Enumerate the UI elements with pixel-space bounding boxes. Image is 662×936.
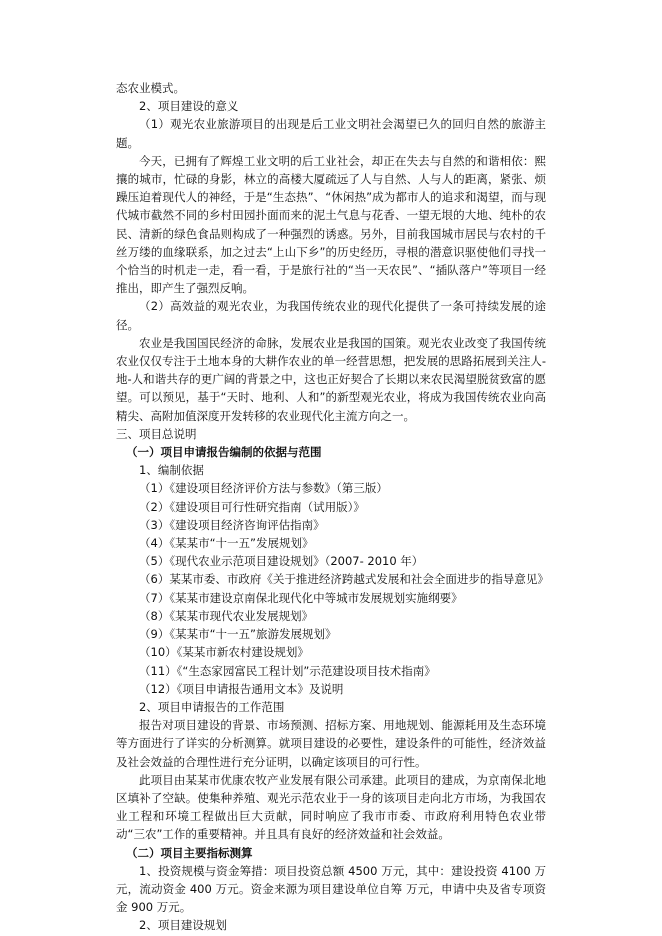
subheading-work-scope: 2、项目申请报告的工作范围 [139, 699, 285, 714]
heading-basis-and-scope: （一）项目申请报告编制的依据与范围 [126, 445, 322, 460]
reference-item: （1）《建设项目经济评价方法与参数》（第三版） [139, 481, 388, 496]
paragraph-contractor: 此项目由某某市优康农牧产业发展有限公司承建。此项目的建成，为京南保北地区填补了空缺。使集种养殖、观光示范农业于一身的该项目走向北方市场，为我国农业工程和环境工程做出巨大贡献，同时响应了我市市委、市政府利用特色农业带动“三农”工作的重要精神。并且具有良好的经济效益和社会效益。 [116, 772, 546, 842]
document-body [116, 79, 549, 935]
reference-item: （3）《建设项目经济咨询评估指南》 [139, 517, 325, 532]
paragraph-report-scope: 报告对项目建设的背景、市场预测、招标方案、用地规划、能源耗用及生态环境等方面进行了详实的分析测算。就项目建设的必要性，建设条件的可能性，经济效益及社会效益的合理性进行充分证明，以确定该项目的可行性。 [116, 718, 546, 769]
paragraph-continuation: 态农业模式。 [116, 81, 185, 95]
subsection-heading-significance: 2、项目建设的意义 [139, 99, 239, 114]
paragraph-point-2: （2）高效益的观光农业，为我国传统农业的现代化提供了一条可持续发展的途径。 [116, 299, 546, 332]
section-heading-overview: 三、项目总说明 [116, 426, 197, 441]
reference-item: （2）《建设项目可行性研究指南（试用版）》 [139, 499, 365, 514]
reference-item: （7）《某某市建设京南保北现代化中等城市发展规划实施纲要》 [139, 590, 463, 605]
paragraph-today: 今天，已拥有了辉煌工业文明的后工业社会，却正在失去与自然的和谐相依：熙攘的城市，忙碌的身影，林立的高楼大厦疏远了人与自然、人与人的距离，紧张、烦躁压迫着现代人的神经，于是“生态热”、“休闲热”成为都市人的追求和渴望，而与现代城市截然不同的乡村田园扑面而来的泥土气息与花香、一望无垠的大地、纯朴的农民、清新的绿色食品则构成了一种强烈的诱惑。另外，目前我国城市居民与农村的千丝万缕的血缘联系，加之过去“上山下乡”的历史经历，寻根的潜意识驱使他们寻找一个恰当的时机走一走，看一看，于是旅行社的“当一天农民”、“插队落户”等项目一经推出，即产生了强烈反响。 [116, 153, 546, 296]
reference-item: （9）《某某市“十一五”旅游发展规划》 [139, 627, 337, 642]
reference-list [116, 479, 549, 697]
subheading-basis: 1、编制依据 [139, 463, 204, 478]
heading-main-indicators: （二）项目主要指标测算 [126, 845, 253, 860]
subheading-construction-plan: 2、项目建设规划 [139, 918, 227, 933]
paragraph-agriculture: 农业是我国国民经济的命脉，发展农业是我国的国策。观光农业改变了我国传统农业仅仅专注于土地本身的大耕作农业的单一经营思想，把发展的思路拓展到关注人-地-人和谐共存的更广阔的背景之中，这也正好契合了长期以来农民渴望脱贫致富的愿望。可以预见，基于“天时、地利、人和”的新型观光农业，将成为我国传统农业向高精尖、高附加值深度开发转移的农业现代化主流方向之一。 [116, 335, 546, 423]
reference-item: （5）《现代农业示范项目建设规划》（2007- 2010 年） [139, 554, 424, 569]
reference-item: （4）《某某市“十一五”发展规划》 [139, 536, 314, 551]
reference-item: （8）《某某市现代农业发展规划》 [139, 608, 314, 623]
paragraph-investment: 1、投资规模与资金筹措：项目投资总额 4500 万元，其中：建设投资 4100 万元，流动资金 400 万元。资金来源为项目建设单位自筹 万元，申请中央及省专项资金 900 万元。 [116, 863, 546, 915]
reference-item: （11）《“生态家园富民工程计划”示范建设项目技术指南》 [139, 663, 436, 678]
paragraph-point-1: （1）观光农业旅游项目的出现是后工业文明社会渴望已久的回归自然的旅游主题。 [116, 117, 546, 150]
reference-item: （10）《某某市新农村建设规划》 [139, 645, 309, 660]
reference-item: （12）《项目申请报告通用文本》及说明 [139, 681, 344, 696]
reference-item: （6）某某市委、市政府《关于推进经济跨越式发展和社会全面进步的指导意见》 [139, 572, 549, 587]
